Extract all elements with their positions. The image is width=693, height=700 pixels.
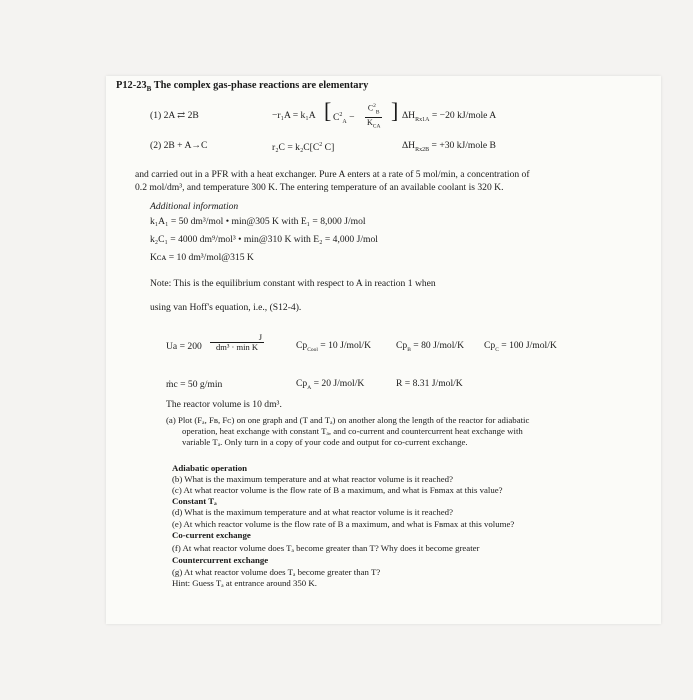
additional-info-line: k₁A₁ = 50 dm³/mol • min@305 K with E₁ = 8,000 J/mol	[150, 216, 366, 227]
note-line-2: using van Hoff's equation, i.e., (S12-4).	[150, 302, 302, 313]
cp-a: $Cp_A = 20$ J/mol/K	[296, 378, 365, 391]
rate-fraction: $C^2_B$ $K_{CA}$	[367, 103, 381, 130]
question-g: (g) At what reactor volume does Tₐ become greater than T?	[172, 567, 381, 577]
reactor-volume: The reactor volume is 10 dm³.	[166, 399, 282, 410]
reaction-1-enthalpy: $\Delta H_{Rx1A} = -20$ kJ/mole A	[402, 110, 497, 123]
section-heading-countercurrent: Countercurrent exchange	[172, 555, 269, 565]
rate-bracket-close: ]	[391, 98, 399, 123]
question-f: (f) At what reactor volume does Tₐ become greater than T? Why does it become greater	[172, 543, 480, 553]
additional-info-heading: Additional information	[150, 201, 239, 212]
reaction-2-rate-law: $r_2C = k_2C[C^2$ C]	[272, 142, 335, 154]
cp-coolant: $Cp_{Cool} = 10$ J/mol/K	[296, 340, 372, 353]
reaction-2-label: (2) 2B + A→C	[150, 140, 208, 151]
intro-line-1: and carried out in a PFR with a heat exchanger. Pure A enters at a rate of 5 mol/min, a concentration of	[135, 169, 530, 180]
part-a-line-2: operation, heat exchange with constant Tₐ, and co-current and countercurrent heat exchange with	[182, 426, 523, 436]
question-c: (c) At what reactor volume is the flow rate of B a maximum, and what is Fʙmax at this value?	[172, 485, 503, 495]
cp-b: $Cp_B = 80$ J/mol/K	[396, 340, 464, 353]
gas-constant: R = 8.31 J/mol/K	[396, 378, 463, 389]
note-line-1: Note: This is the equilibrium constant with respect to A in reaction 1 when	[150, 278, 436, 289]
question-b: (b) What is the maximum temperature and at what reactor volume is it reached?	[172, 474, 453, 484]
problem-page	[106, 76, 661, 624]
reaction-2-enthalpy: $\Delta H_{Rx2B} = +30$ kJ/mole B	[402, 140, 496, 153]
reaction-1-label: (1) 2A ⇄ 2B	[150, 110, 199, 121]
part-a-line-1: (a) Plot (Fₐ, Fʙ, Fᴄ) on one graph and (T and Tₐ) on another along the length of the reactor for adiabatic	[166, 415, 530, 425]
question-e: (e) At which reactor volume is the flow rate of B a maximum, and what is Fʙmax at this volume?	[172, 519, 515, 529]
part-a-line-3: variable Tₐ. Only turn in a copy of your code and output for co-current exchange.	[182, 437, 468, 447]
section-heading-adiabatic: Adiabatic operation	[172, 463, 248, 473]
additional-info-line: Kᴄᴀ = 10 dm³/mol@315 K	[150, 252, 254, 263]
coolant-mass-flow: ṁc = 50 g/min	[166, 379, 223, 390]
cp-c: $Cp_C = 100$ J/mol/K	[484, 340, 557, 353]
reaction-1-rate-law: −r₁A = k₁A	[272, 110, 316, 121]
section-heading-constant-ta: Constant Tₐ	[172, 496, 217, 506]
ua-units-fraction: J dm³ · min K	[210, 333, 264, 352]
intro-line-2: 0.2 mol/dm³, and temperature 300 K. The entering temperature of an available coolant is 320 K.	[135, 182, 504, 193]
section-heading-cocurrent: Co-current exchange	[172, 530, 251, 540]
problem-title: $P12-23_B$ The complex gas-phase reactions are elementary	[116, 80, 369, 94]
rate-ca-term: $C^2_A$ −	[333, 112, 355, 126]
additional-info-line: k₂C₁ = 4000 dm⁹/mol³ • min@310 K with E₂ = 4,000 J/mol	[150, 234, 378, 245]
rate-bracket-open: [	[324, 98, 332, 123]
question-d: (d) What is the maximum temperature and at what reactor volume is it reached?	[172, 507, 453, 517]
ua-label: Ua = 200	[166, 341, 202, 352]
hint: Hint: Guess Tₐ at entrance around 350 K.	[172, 578, 317, 588]
